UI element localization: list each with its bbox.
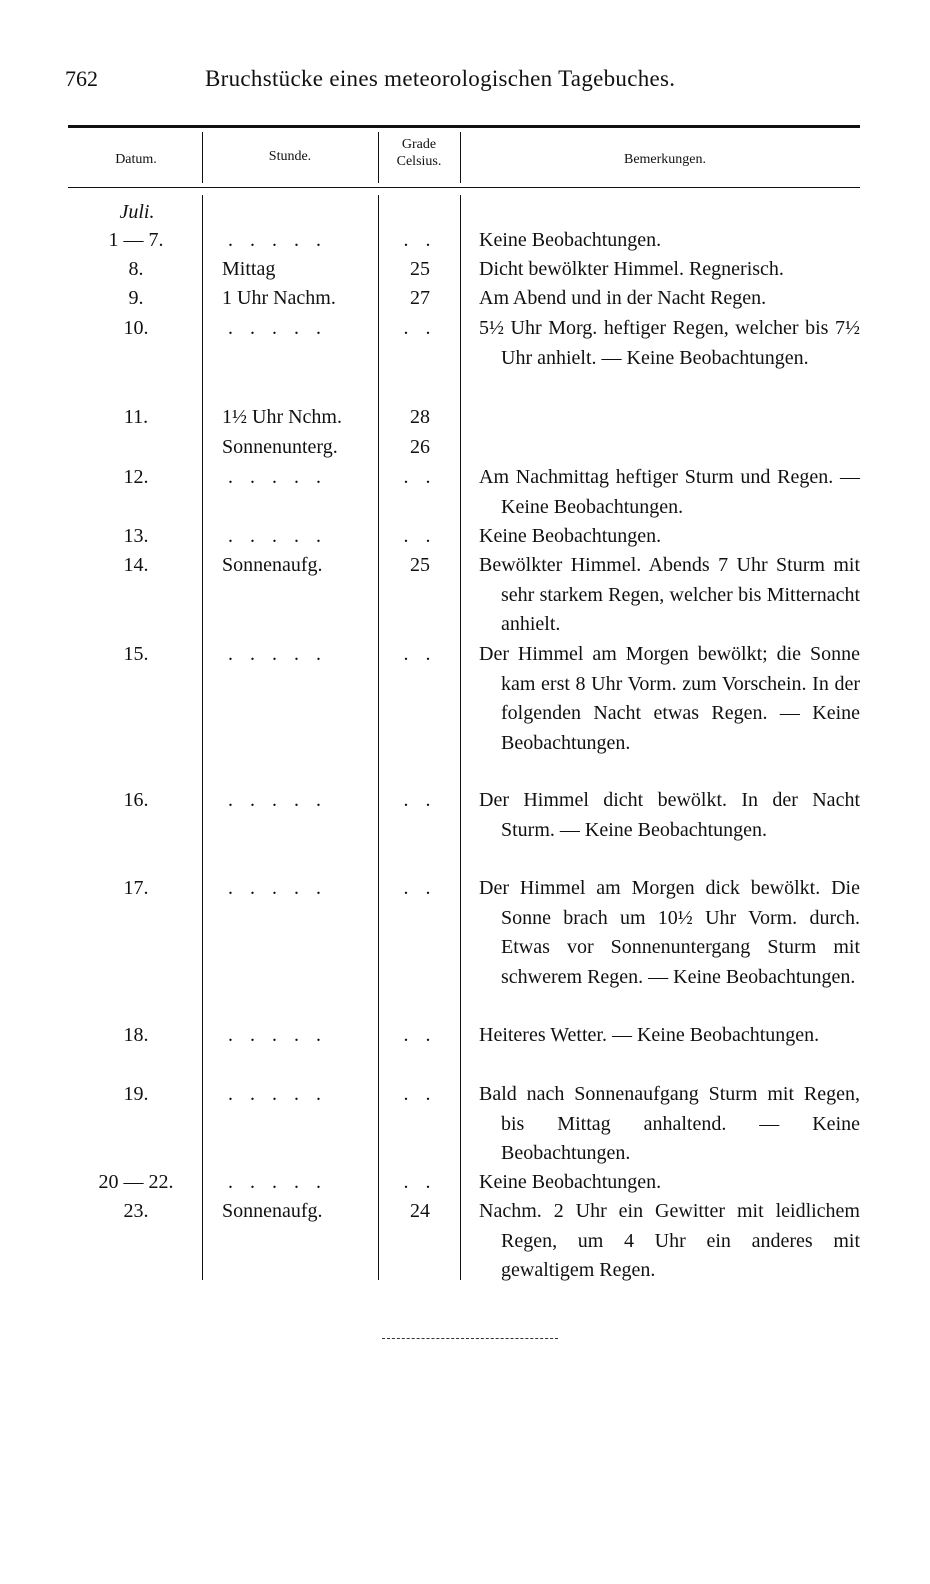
column-header-stunde: Stunde. <box>268 149 312 164</box>
row-grade: . . <box>403 1171 437 1193</box>
row-datum: 13. <box>123 525 149 547</box>
row-stunde: Sonnenunterg. <box>222 436 338 458</box>
column-header-bemerkungen: Bemerkungen. <box>623 152 707 167</box>
row-grade: 25 <box>410 258 430 280</box>
row-bemerkungen: Am Abend und in der Nacht Regen. <box>479 287 767 309</box>
row-datum: 17. <box>123 877 149 899</box>
row-grade: . . <box>403 1083 437 1105</box>
row-stunde: Mittag <box>222 258 276 280</box>
row-grade: 27 <box>410 287 430 309</box>
column-header-grade-line1: Grade <box>401 137 437 152</box>
row-stunde: . . . . . <box>228 643 327 665</box>
row-datum: 10. <box>123 317 149 339</box>
row-bemerkungen: Bald nach Sonnenaufgang Sturm mit Regen, bis Mittag anhaltend. — Keine Beobachtungen. <box>479 1083 860 1164</box>
row-bemerkungen: Keine Beobachtungen. <box>479 229 662 251</box>
row-datum: 1 — 7. <box>108 229 164 251</box>
header-divider-3 <box>460 132 461 183</box>
row-grade: . . <box>403 317 437 339</box>
row-datum: 8. <box>128 258 144 280</box>
row-grade: . . <box>403 525 437 547</box>
column-header-grade <box>381 136 457 170</box>
row-bemerkungen: Am Nachmittag heftiger Sturm und Regen. — Keine Beobachtungen. <box>479 466 860 518</box>
row-grade: 24 <box>410 1200 430 1222</box>
row-bemerkungen: Nachm. 2 Uhr ein Gewitter mit leidlichem Regen, um 4 Uhr ein anderes mit gewaltigem Regen. <box>479 1200 860 1281</box>
row-datum: 15. <box>123 643 149 665</box>
row-datum: 14. <box>123 554 149 576</box>
row-stunde: . . . . . <box>228 525 327 547</box>
row-bemerkungen: Keine Beobachtungen. <box>479 525 662 547</box>
row-grade: . . <box>403 1024 437 1046</box>
row-grade: 25 <box>410 554 430 576</box>
month-label: Juli. <box>119 201 155 223</box>
row-datum: 9. <box>128 287 144 309</box>
row-bemerkungen: Dicht bewölkter Himmel. Regnerisch. <box>479 258 784 280</box>
row-bemerkungen: Heiteres Wetter. — Keine Beobachtungen. <box>479 1024 820 1046</box>
row-grade: . . <box>403 466 437 488</box>
end-ornament <box>382 1332 558 1339</box>
row-datum: 20 — 22. <box>98 1171 174 1193</box>
row-stunde: . . . . . <box>228 317 327 339</box>
body-divider-3 <box>460 195 461 1280</box>
row-stunde: . . . . . <box>228 877 327 899</box>
row-grade: . . <box>403 877 437 899</box>
row-bemerkungen: Der Himmel am Morgen bewölkt; die Sonne kam erst 8 Uhr Vorm. zum Vorschein. In der folgenden Nacht etwas Regen. — Keine Beobachtungen. <box>479 643 860 754</box>
row-bemerkungen: Bewölkter Himmel. Abends 7 Uhr Sturm mit sehr starkem Regen, welcher bis Mitternacht anhielt. <box>479 554 860 635</box>
row-stunde: . . . . . <box>228 466 327 488</box>
row-grade: 26 <box>410 436 430 458</box>
table-header-rule <box>68 187 860 188</box>
row-bemerkungen: Der Himmel dicht bewölkt. In der Nacht Sturm. — Keine Beobachtungen. <box>479 789 860 841</box>
body-divider-2 <box>378 195 379 1280</box>
row-datum: 11. <box>123 406 149 428</box>
row-stunde: . . . . . <box>228 789 327 811</box>
row-datum: 23. <box>123 1200 149 1222</box>
row-datum: 18. <box>123 1024 149 1046</box>
header-divider-2 <box>378 132 379 183</box>
row-grade: . . <box>403 789 437 811</box>
row-stunde: . . . . . <box>228 229 327 251</box>
column-header-datum: Datum. <box>115 152 157 167</box>
page-number: 762 <box>65 66 98 91</box>
row-bemerkungen: 5½ Uhr Morg. heftiger Regen, welcher bis 7½ Uhr anhielt. — Keine Beobachtungen. <box>479 317 860 369</box>
header-divider-1 <box>202 132 203 183</box>
row-stunde: . . . . . <box>228 1171 327 1193</box>
table-top-rule <box>68 125 860 128</box>
running-title: Bruchstücke eines meteorologischen Tagebuches. <box>205 66 676 91</box>
row-grade: . . <box>403 229 437 251</box>
column-header-grade-line2: Celsius. <box>396 154 442 169</box>
row-stunde: Sonnenaufg. <box>222 554 323 576</box>
row-grade: 28 <box>410 406 430 428</box>
row-stunde: 1 Uhr Nachm. <box>222 287 336 309</box>
row-datum: 16. <box>123 789 149 811</box>
row-stunde: Sonnenaufg. <box>222 1200 323 1222</box>
row-datum: 19. <box>123 1083 149 1105</box>
row-datum: 12. <box>123 466 149 488</box>
row-stunde: 1½ Uhr Nchm. <box>222 406 342 428</box>
body-divider-1 <box>202 195 203 1280</box>
row-stunde: . . . . . <box>228 1083 327 1105</box>
row-bemerkungen: Keine Beobachtungen. <box>479 1171 662 1193</box>
row-stunde: . . . . . <box>228 1024 327 1046</box>
row-bemerkungen: Der Himmel am Morgen dick bewölkt. Die Sonne brach um 10½ Uhr Vorm. durch. Etwas vor Sonnenuntergang Sturm mit schwerem Regen. — Keine Beobachtungen. <box>479 877 860 988</box>
row-grade: . . <box>403 643 437 665</box>
